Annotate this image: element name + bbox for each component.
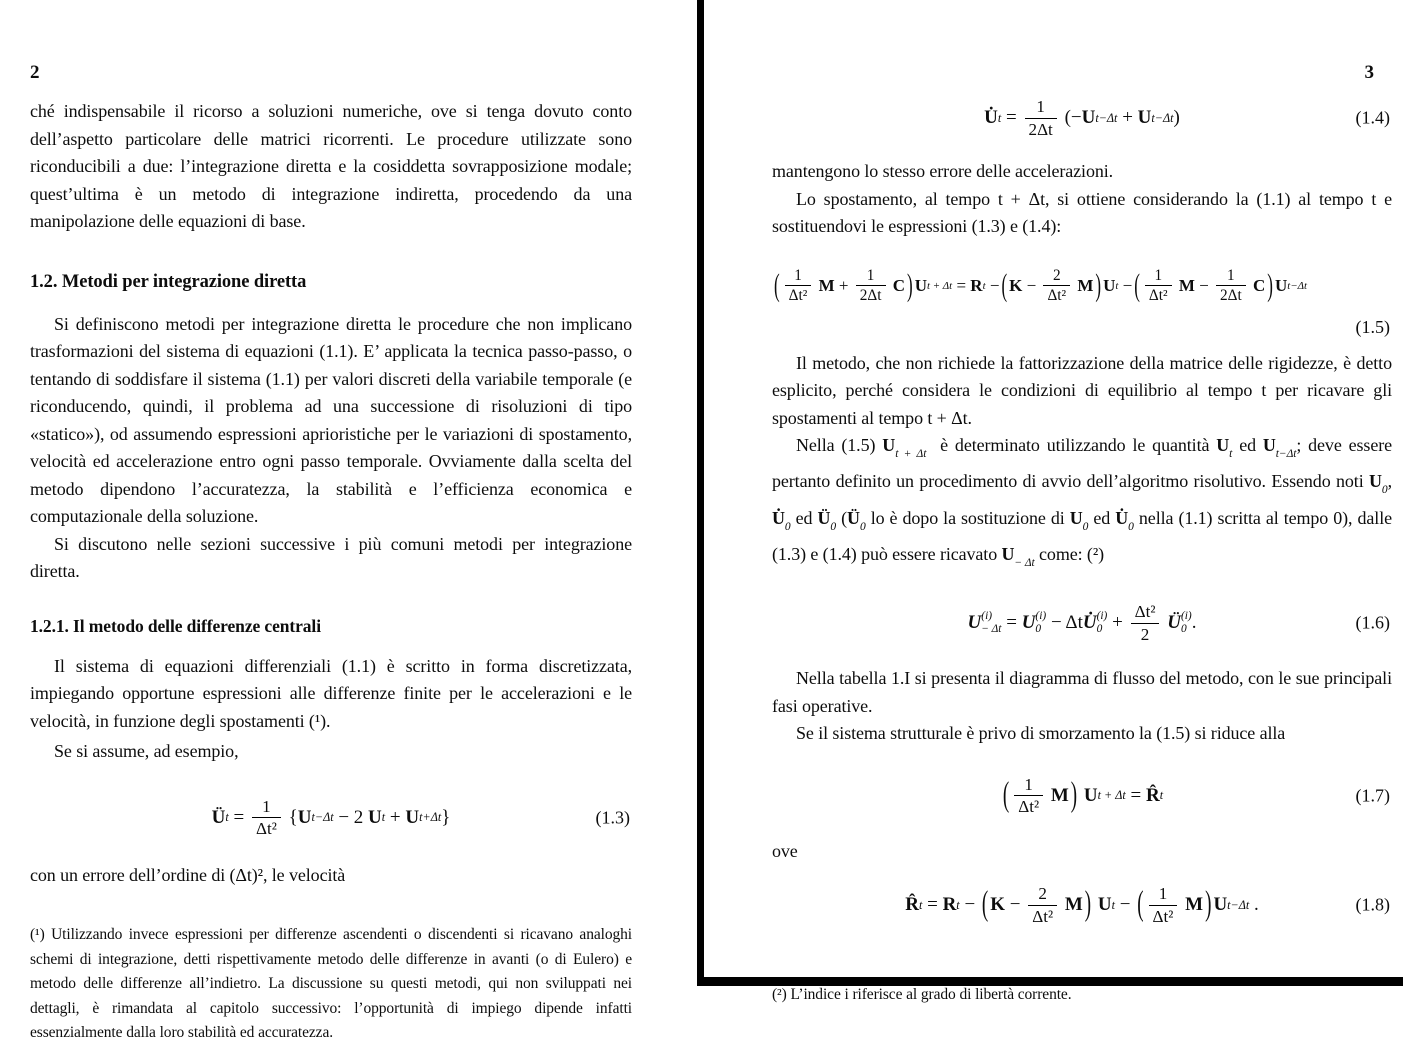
page-number-left: 2: [30, 62, 40, 83]
right-page: [772, 0, 1397, 1008]
paragraph-displacement: Lo spostamento, al tempo t + Δt, si ottiene considerando la (1.1) al tempo t e sostituendovi le espressioni (1.3) e (1.4):: [772, 188, 1392, 236]
equation-1-4-body: U̇ t = $\frac{1}{2\Delta t}$ (− U t−Δt + U t−Δt ): [984, 97, 1180, 139]
equation-number-1-8: (1.8): [1355, 894, 1390, 915]
equation-number-1-3: (1.3): [595, 807, 630, 827]
equation-1-6: [772, 597, 1392, 649]
equation-1-4: [772, 92, 1392, 144]
equation-1-7: [772, 770, 1392, 822]
paragraph-assume: Se si assume, ad esempio,: [54, 741, 239, 761]
equation-1-8: [772, 879, 1392, 931]
page-gutter-divider: [697, 0, 704, 986]
equation-number-1-7: (1.7): [1355, 785, 1390, 805]
paragraph-startup-procedure: Nella (1.5) $U_{t + \Delta t}$ è determinato utilizzando le quantità $U_t$ ed $U_{t-\Delta t}$; deve essere pertanto definito un procedimento di avvio dell’algoritmo risolutivo. Essendo noti $U_0$, $U̇_0$ ed $Ü_0$ ($Ü_0$ lo è dopo la sostituzione di $U_0$ ed $U̇_0$ nella (1.1) scritta al tempo 0), dalle (1.3) e (1.4) può essere ricavato $U_{- \Delta t}$ come: (²): [772, 435, 1397, 569]
equation-number-1-5: (1.5): [1355, 316, 1390, 337]
paragraph-continuation: ché indispensabile il ricorso a soluzioni numeriche, ove si tenga dovuto conto dell’aspetto particolare delle matrici ricorrenti. Le procedure utilizzate sono riconducibili a due: l’integrazione diretta e la cosiddetta sovrapposizione modale; quest’ultima è un metodo di integrazione indiretta, procedendo da una manipolazione delle equazioni di base.: [30, 101, 632, 231]
equation-1-5: [772, 257, 1392, 338]
paragraph-ove: ove: [772, 840, 798, 861]
paragraph-explicit-method: Il metodo, che non richiede la fattorizzazione della matrice delle rigidezze, è detto esplicito, perché considera le condizioni di equilibrio al tempo t per ricavare gli spostamenti al tempo t + Δt.: [772, 352, 1392, 428]
equation-1-7-body: ( $\frac{1}{\text{Δt²}}$ M ) U t + Δt = R̂ t: [1002, 774, 1164, 816]
equation-1-8-body: R̂ t = R t − ( K − $\frac{2}{\text{Δt²}}$ M ) U t − ( $\frac{1}{\text{Δt²}}$ M ) U t−Δt .: [905, 884, 1259, 926]
paragraph-error-order: con un errore dell’ordine di (Δt)², le velocità: [30, 864, 346, 885]
paragraph-central-differences: Il sistema di equazioni differenziali (1.1) è scritto in forma discretizzata, impiegando opportune espressioni alle differenze finite per le accelerazioni e le velocità, in funzione degli spostamenti (¹).: [30, 655, 632, 731]
equation-1-3: [30, 792, 632, 844]
subsection-heading-1-2-1: 1.2.1. Il metodo delle differenze centrali: [30, 615, 321, 636]
section-heading-1-2: 1.2. Metodi per integrazione diretta: [30, 271, 307, 292]
paragraph-discussion: Si discutono nelle sezioni successive i più comuni metodi per integrazione diretta.: [30, 533, 632, 581]
paragraph-same-error: mantengono lo stesso errore delle accelerazioni.: [772, 161, 1114, 181]
page-number-right: 3: [1364, 62, 1374, 83]
equation-1-3-body: Ü t = $\frac{1}{\text{Δt²}}$ { U t−Δt − 2 U t + U t+Δt }: [211, 796, 451, 838]
equation-1-6-body: U (i) − Δt = U (i) 0 − Δt U̇ (i) 0 + $\frac{\text{Δt²}}{2}$ Ü (i) 0 .: [967, 602, 1197, 644]
equation-number-1-4: (1.4): [1355, 107, 1390, 128]
paragraph-direct-integration: Si definiscono metodi per integrazione diretta le procedure che non implicano trasformazioni del sistema di equazioni (1.1). E’ applicata la tecnica passo-passo, o tentando di soddisfare il sistema (1.1) per valori discreti della variabile temporale (e riconducendo, quindi, il problema ad una successione di risoluzioni di tipo «statico»), od assumendo espressioni aprioristiche per le variazioni di spostamento, velocità ed accelerazione entro ogni passo temporale. Ovviamente dalla scelta del metodo dipendono l’accuratezza, la stabilità e l’efficienza economica e computazionale della soluzione.: [30, 313, 632, 526]
equation-number-1-6: (1.6): [1355, 612, 1390, 633]
equation-1-5-body: ( $\frac{1}{\text{Δt²}}$ M + $\frac{1}{2\Delta t}$ C ) U t + Δt = R t − ( K − $\frac{2}{\text{Δt²}}$ M ) U t − ( $\frac{1}{\text{Δt²}}$ M − $\frac{1}{2\Delta t}$ C ) U t−Δt: [774, 266, 1307, 304]
paragraph-flow-diagram: Nella tabella 1.I si presenta il diagramma di flusso del metodo, con le sue principali fasi operative.: [772, 668, 1392, 716]
footnote-2: (²) L’indice i riferisce al grado di libertà corrente.: [772, 986, 1072, 1003]
paragraph-no-damping: Se il sistema strutturale è privo di smorzamento la (1.5) si riduce alla: [796, 723, 1286, 743]
footnote-1: (¹) Utilizzando invece espressioni per differenze ascendenti o discendenti si ricavano analoghi schemi di integrazione, detti rispettivamente metodo delle differenze in avanti (o di Eulero) e metodo delle differenze all’indietro. La discussione su questi metodi, qui non sviluppati nei dettagli, è rimandata al capitolo successivo: l’opportunità di impiego dipende infatti essenzialmente dalla loro stabilità ed accuratezza.: [30, 926, 632, 1041]
left-page: [30, 0, 632, 1046]
